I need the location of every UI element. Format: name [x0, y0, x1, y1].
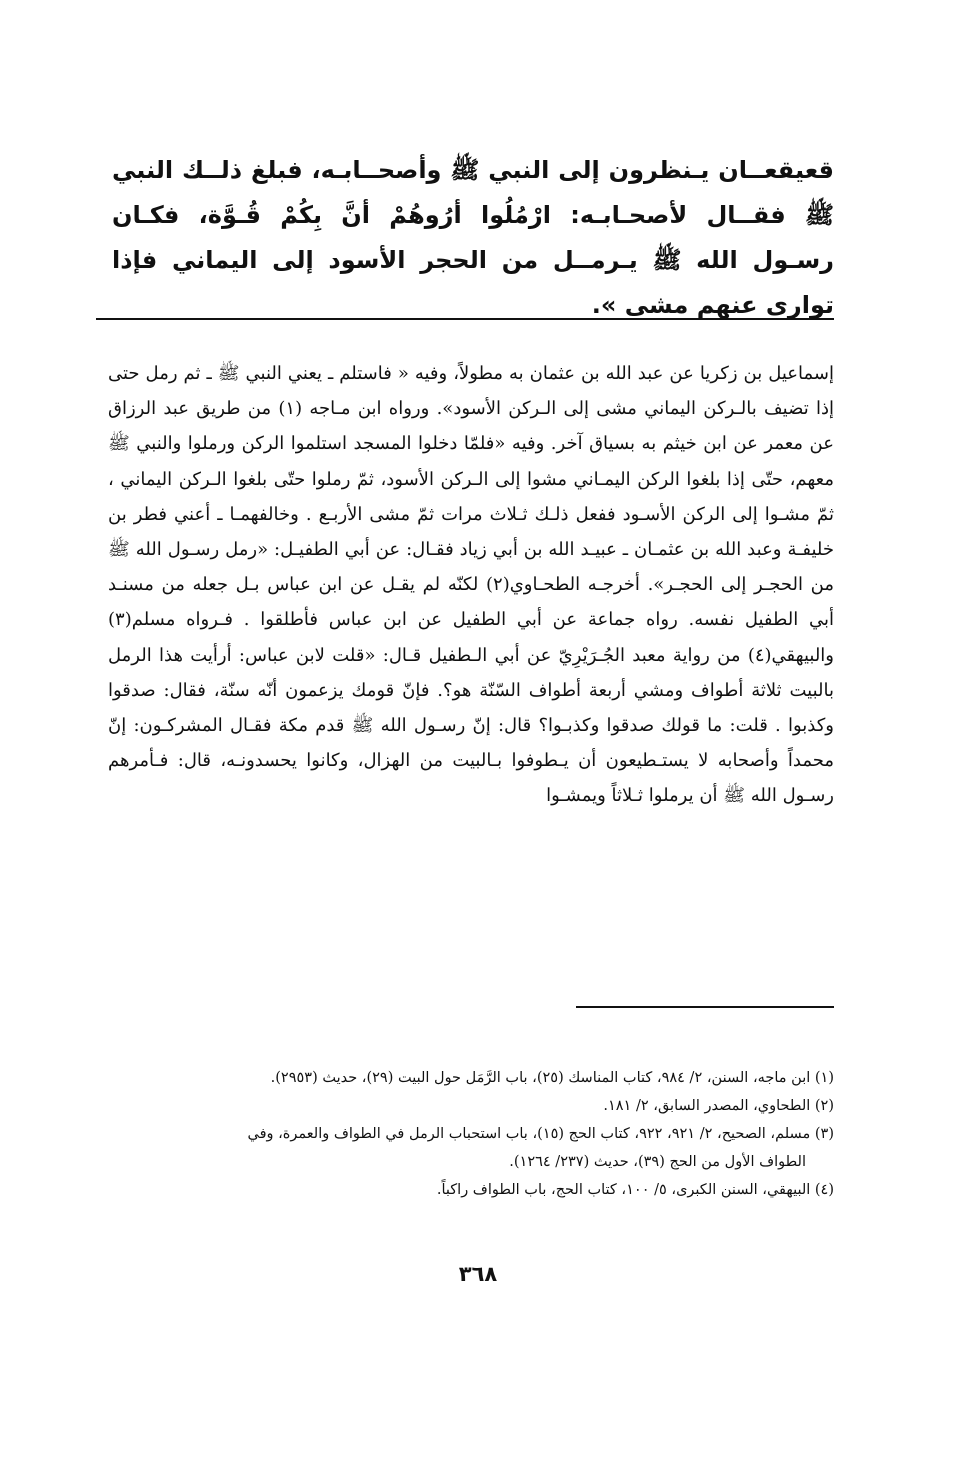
main-text-separator [96, 318, 834, 320]
footnote-1: (١) ابن ماجه، السنن، ٢/ ٩٨٤، كتاب المناسك (٢٥)، باب الرَّمَل حول البيت (٢٩)، حديث (٢٩٥٣). [270, 1070, 834, 1086]
footnote-4: (٤) البيهقي، السنن الكبرى، ٥/ ١٠٠، كتاب الحج، باب الطواف راكباً. [436, 1182, 834, 1198]
footnotes [108, 1064, 834, 1204]
footnote-separator [576, 1006, 834, 1008]
commentary-text: إسماعيل بن زكريا عن عبد الله بن عثمان به مطولاً، وفيه « فاستلم ـ يعني النبي ﷺ ـ ثم رمل حتى إذا تضيف بالـركن اليماني مشى إلى الـركن الأسود». ورواه ابن مـاجه (١) من طريق عبد الرزاق عن معمر عن ابن خيثم به بسياق آخر. وفيه «فلمّا دخلوا المسجد استلموا الركن ورملوا والنبي ﷺ معهم، حتّى إذا بلغوا الركن اليمـاني مشوا إلى الـركن الأسود، ثمّ رملوا حتّى بلغوا الـركن اليماني ، ثمّ مشـوا إلى الركن الأسـود ففعل ذلـك ثـلاث مرات ثمّ مشى الأربـع . وخالفهمـا ـ أعني فطر بن خليفـة وعبد الله بن عثمـان ـ عبيـد الله بن أبي زياد فقـال: عن أبي الطفيـل: «رمل رسـول الله ﷺ من الحجـر إلى الحجـر». أخرجـه الطحـاوي(٢) لكنّه لم يقـل عن ابن عباس بـل جعله من مسنـد أبي الطفيل نفسه. رواه جماعة عن أبي الطفيل عن ابن عباس فأطلقوا . فـرواه مسلم(٣) والبيهقي(٤) من رواية معبد الجُـرَيْرِيّ عن أبي الـطفيل قـال: «قلت لابن عباس: أرأيت هذا الرمل بالبيت ثلاثة أطواف ومشي أربعة أطواف السّنّة هو؟. فإنّ قومك يزعمون أنّه سنّة، فقال: صدقوا وكذبوا . قلت: ما قولك صدقوا وكذبـوا؟ قال: إنّ رسـول الله ﷺ قدم مكة فقـال المشركـون: إنّ محمداً وأصحابه لا يستـطيعون أن يـطوفوا بـالبيت من الهزال، وكانوا يحسدونـه، قال: فـأمرهم رسـول الله ﷺ أن يرملوا ثـلاثاً ويمشـوا [108, 363, 835, 807]
footnote-2: (٢) الطحاوي، المصدر السابق، ٢/ ١٨١. [603, 1098, 834, 1114]
page-number: ٣٦٨ [458, 1262, 498, 1286]
main-text: قعيقعــان يـنظرون إلى النبي ﷺ وأصحــابـه، فبلغ ذلــك النبي ﷺ فقــال لأصحـابـه: ارْمُلُوا أرُوهُمْ أنَّ بِكُمْ قُـوَّة، فكـان رسـول الله ﷺ يـرمــل من الحجر الأسود إلى اليماني فإذا توارى عنهم مشى ». [112, 156, 834, 319]
footnote-3: (٣) مسلم، الصحيح، ٢/ ٩٢١، ٩٢٢، كتاب الحج (١٥)، باب استحباب الرمل في الطواف والعمرة، وفي [247, 1126, 834, 1142]
footnote-3-continuation: الطواف الأول من الحج (٣٩)، حديث (٢٣٧/ ١٢٦٤). [509, 1154, 806, 1170]
